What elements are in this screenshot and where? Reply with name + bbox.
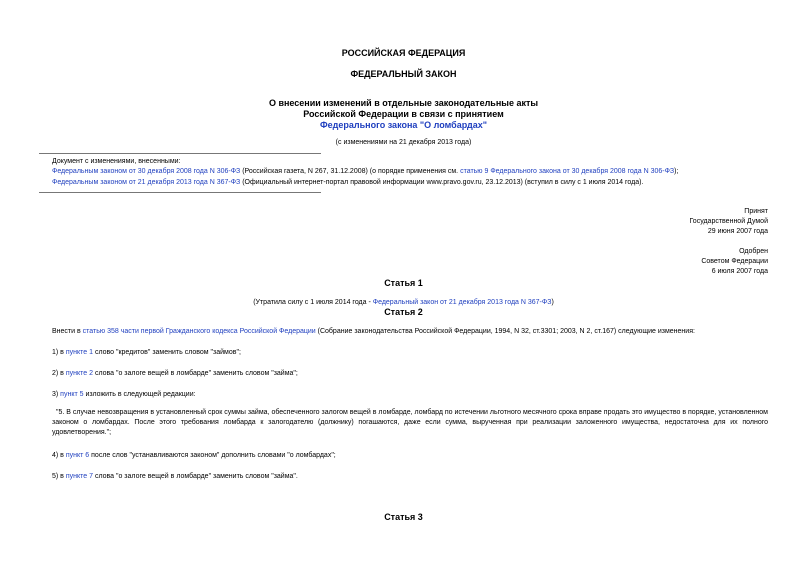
change-item-2-text: (Официальный интернет-портал правовой информации www.pravo.gov.ru, 23.12.2013) (вступил в силу с 1 июля 2014 года). [240,179,644,186]
changes-intro: Документ с изменениями, внесенными: [52,158,181,165]
article-1-note-prefix: (Утратила силу с 1 июля 2014 года - [253,299,373,306]
changes-item-2 [52,178,643,187]
intro-suffix: (Собрание законодательства Российской Федерации, 1994, N 32, ст.3301; 2003, N 2, ст.167) следующие изменения: [315,328,695,335]
amendment-3-suffix: изложить в следующей редакции: [83,391,196,398]
article-2-heading: Статья 2 [384,307,423,317]
article-1-heading: Статья 1 [384,278,423,288]
change-law-367-link[interactable]: Федеральным законом от 21 декабря 2013 года N 367-ФЗ [52,179,241,186]
article-1-repeal-link[interactable]: Федеральный закон от 21 декабря 2013 года N 367-ФЗ [372,299,552,306]
amendment-1-suffix: слово "кредитов" заменить словом "займов"; [93,349,241,356]
point-5-link[interactable]: пункт 5 [60,391,84,398]
article-2-intro [52,327,695,336]
duma-body: Государственной Думой [689,218,768,225]
amendment-4-prefix: 4) в [52,452,66,459]
changes-item-1 [52,167,678,176]
changes-bottom-rule [39,192,321,193]
amendment-2-prefix: 2) в [52,370,66,377]
amendment-3-prefix: 3) [52,391,61,398]
article-1-note-suffix: ) [551,299,554,306]
point-5-new-text: "5. В случае невозвращения в установленный срок суммы займа, обеспеченного залогом вещей в ломбарде, ломбард по истечении льготного месячного срока вправе продать это имущество в порядке, установленном законом о ломбардах. После этого требования ломбарда к залогодателю (должнику) погашаются, даже если сумма, вырученная при реализации заложенного имущества, недостаточна для их полного удовлетворения."; [52,409,768,436]
point-7-link[interactable]: пункте 7 [65,473,93,480]
council-body: Советом Федерации [701,258,768,265]
article-1-note [0,298,807,307]
point-6-link[interactable]: пункт 6 [65,452,90,459]
amendment-4 [52,451,336,460]
point-2-link[interactable]: пункте 2 [65,370,93,377]
civil-code-article-358-link[interactable]: статью 358 части первой Гражданского кодекса Российской Федерации [82,328,316,335]
change-item-1-text: (Российская газета, N 267, 31.12.2008) (о порядке применения см. [240,168,461,175]
edition-note: (с изменениями на 21 декабря 2013 года) [335,139,472,146]
change-item-1-tail: ); [674,168,679,175]
document-title [0,98,807,131]
amendment-1-prefix: 1) в [52,349,66,356]
council-label: Одобрен [739,248,768,255]
council-date: 6 июля 2007 года [711,268,768,275]
duma-date: 29 июня 2007 года [707,228,768,235]
council-approval [701,247,768,277]
point-1-link[interactable]: пункте 1 [65,349,93,356]
amendment-3 [52,390,196,399]
amendment-5 [52,472,298,481]
title-law-link[interactable]: Федерального закона "О ломбардах" [319,120,488,130]
change-law-306-link[interactable]: Федеральным законом от 30 декабря 2008 года N 306-ФЗ [52,168,241,175]
title-line-2: Российской Федерации в связи с принятием [303,109,504,119]
amendment-1 [52,348,241,357]
amendment-2-suffix: слова "о залоге вещей в ломбарде" заменить словом "займа"; [93,370,298,377]
article-9-link[interactable]: статью 9 Федерального закона от 30 декабря 2008 года N 306-ФЗ [460,168,675,175]
amendment-2 [52,369,298,378]
intro-prefix: Внести в [52,328,83,335]
changes-top-rule [39,153,321,154]
amendment-5-prefix: 5) в [52,473,66,480]
amendment-4-suffix: после слов "устанавливаются законом" дополнить словами "о ломбардах"; [89,452,336,459]
article-3-heading: Статья 3 [384,512,423,522]
title-line-1: О внесении изменений в отдельные законодательные акты [268,98,539,108]
duma-label: Принят [744,208,768,215]
document-type-heading: ФЕДЕРАЛЬНЫЙ ЗАКОН [350,69,457,79]
country-heading: РОССИЙСКАЯ ФЕДЕРАЦИЯ [341,48,466,58]
amendment-5-suffix: слова "о залоге вещей в ломбарде" заменить словом "займа". [93,473,298,480]
duma-adoption [689,207,768,237]
